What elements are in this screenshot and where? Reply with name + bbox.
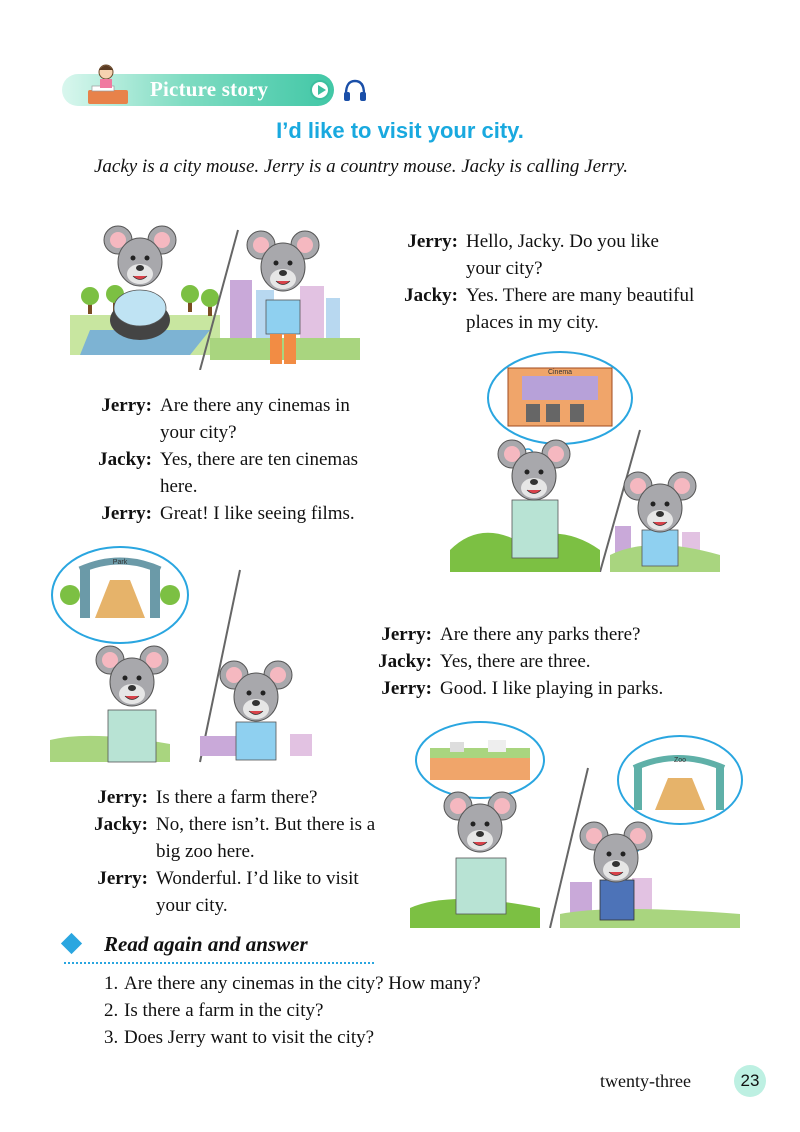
- speaker: Jerry:: [407, 231, 458, 252]
- park-sign: Park: [112, 559, 128, 566]
- girl-at-desk-icon: [84, 60, 132, 106]
- cinema-sign: Cinema: [547, 369, 573, 376]
- panel-4-dialogue: [86, 784, 375, 919]
- speaker: Jerry:: [101, 503, 152, 524]
- line-text: big zoo here.: [156, 841, 255, 862]
- line-text: Yes, there are three.: [440, 651, 591, 672]
- dialogue-line: [392, 228, 694, 255]
- question-item: [104, 1024, 374, 1051]
- question-item: [104, 997, 323, 1024]
- question-text: Does Jerry want to visit the city?: [124, 1027, 375, 1048]
- speaker: Jerry:: [97, 868, 148, 889]
- question-number: 2.: [104, 1000, 119, 1021]
- panel-2-illustration: [450, 350, 730, 572]
- panel-3-illustration: [50, 540, 350, 770]
- speaker: Jacky:: [404, 285, 458, 306]
- dialogue-line: [86, 892, 375, 919]
- page-word: twenty-three: [600, 1071, 691, 1091]
- play-icon[interactable]: [310, 80, 330, 100]
- dialogue-line: [86, 838, 375, 865]
- line-text: Are there any parks there?: [440, 624, 641, 645]
- dialogue-line: [366, 621, 663, 648]
- dialogue-line: [86, 473, 358, 500]
- speaker: Jacky:: [94, 814, 148, 835]
- panel-4-illustration: [410, 718, 750, 928]
- dialogue-line: [86, 419, 358, 446]
- section-divider: [64, 962, 374, 964]
- question-item: [104, 970, 481, 997]
- dialogue-line: [86, 392, 358, 419]
- dialogue-line: [392, 282, 694, 309]
- speaker: [86, 838, 148, 865]
- dialogue-line: [392, 255, 694, 282]
- dialogue-line: [366, 648, 663, 675]
- intro-text: Jacky is a city mouse. Jerry is a country mouse. Jacky is calling Jerry.: [94, 156, 628, 177]
- line-text: your city?: [466, 258, 543, 279]
- speaker: [392, 255, 458, 282]
- speaker: Jerry:: [101, 395, 152, 416]
- zoo-sign: Zoo: [673, 757, 687, 764]
- line-text: Is there a farm there?: [156, 787, 318, 808]
- question-number: 3.: [104, 1027, 119, 1048]
- speaker: Jerry:: [381, 678, 432, 699]
- line-text: Hello, Jacky. Do you like: [466, 231, 659, 252]
- speaker: [86, 419, 152, 446]
- question-text: Are there any cinemas in the city? How many?: [124, 973, 481, 994]
- page-number: 23: [734, 1065, 766, 1097]
- question-text: Is there a farm in the city?: [124, 1000, 324, 1021]
- speaker: [392, 309, 458, 336]
- dialogue-line: [86, 784, 375, 811]
- speaker: [86, 892, 148, 919]
- panel-1-dialogue: [392, 228, 694, 336]
- dialogue-line: [86, 446, 358, 473]
- speaker: [86, 473, 152, 500]
- page-title: I’d like to visit your city.: [276, 118, 524, 143]
- exercise-title: Read again and answer: [104, 932, 308, 956]
- question-number: 1.: [104, 973, 119, 994]
- speaker: Jerry:: [97, 787, 148, 808]
- panel-3-dialogue: [366, 621, 663, 702]
- line-text: No, there isn’t. But there is a: [156, 814, 376, 835]
- line-text: Yes. There are many beautiful: [466, 285, 695, 306]
- panel-1-illustration: [70, 220, 370, 370]
- dialogue-line: [86, 811, 375, 838]
- line-text: Wonderful. I’d like to visit: [156, 868, 359, 889]
- line-text: here.: [160, 476, 198, 497]
- dialogue-line: [392, 309, 694, 336]
- diamond-bullet-icon: [61, 933, 82, 954]
- speaker: Jerry:: [381, 624, 432, 645]
- line-text: Good. I like playing in parks.: [440, 678, 664, 699]
- line-text: Yes, there are ten cinemas: [160, 449, 359, 470]
- speaker: Jacky:: [378, 651, 432, 672]
- dialogue-line: [86, 500, 358, 527]
- headphones-icon[interactable]: [342, 78, 368, 104]
- speaker: Jacky:: [98, 449, 152, 470]
- line-text: Are there any cinemas in: [160, 395, 350, 416]
- line-text: Great! I like seeing films.: [160, 503, 355, 524]
- line-text: your city?: [160, 422, 237, 443]
- dialogue-line: [366, 675, 663, 702]
- section-label: Picture story: [150, 77, 269, 101]
- line-text: your city.: [156, 895, 228, 916]
- dialogue-line: [86, 865, 375, 892]
- panel-2-dialogue: [86, 392, 358, 527]
- line-text: places in my city.: [466, 312, 599, 333]
